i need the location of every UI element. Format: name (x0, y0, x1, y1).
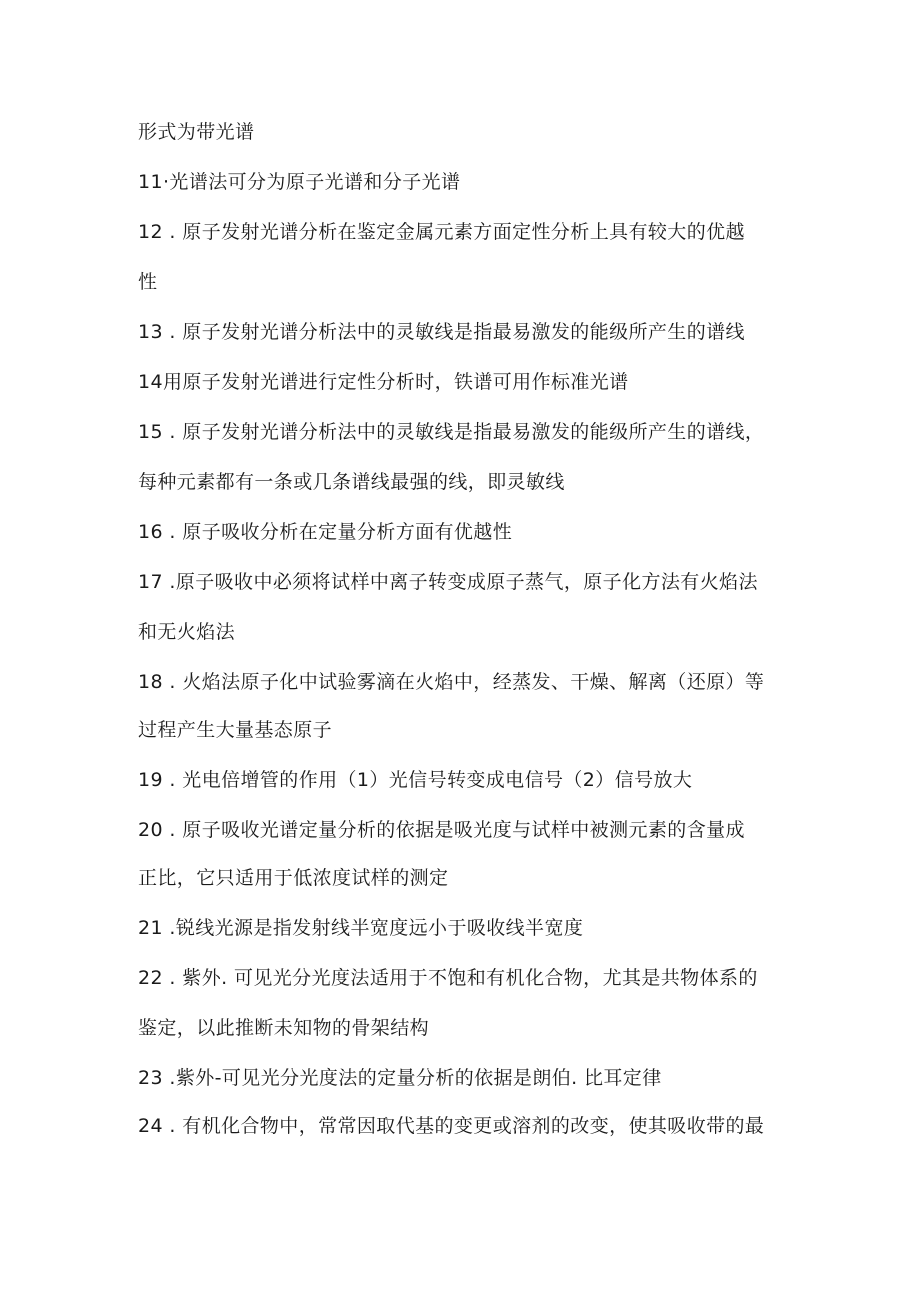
text-line: 16 . 原子吸收分析在定量分析方面有优越性 (138, 521, 513, 543)
text-line: 20 . 原子吸收光谱定量分析的依据是吸光度与试样中被测元素的含量成 (138, 819, 745, 841)
text-line: 过程产生大量基态原子 (138, 719, 333, 741)
text-line: 23 .紫外-可见光分光度法的定量分析的依据是朗伯. 比耳定律 (138, 1067, 662, 1089)
text-line: 15 . 原子发射光谱分析法中的灵敏线是指最易激发的能级所产生的谱线， (138, 421, 765, 443)
text-line: 24 . 有机化合物中，常常因取代基的变更或溶剂的改变，使其吸收带的最 (138, 1115, 765, 1137)
text-line: 17 .原子吸收中必须将试样中离子转变成原子蒸气，原子化方法有火焰法 (138, 571, 758, 593)
text-line: 鉴定，以此推断未知物的骨架结构 (138, 1017, 430, 1039)
text-line: 形式为带光谱 (138, 121, 255, 143)
text-line: 14用原子发射光谱进行定性分析时，铁谱可用作标准光谱 (138, 371, 629, 393)
text-line: 18 . 火焰法原子化中试验雾滴在火焰中，经蒸发、干燥、解离（还原）等 (138, 671, 765, 693)
text-line: 和无火焰法 (138, 621, 236, 643)
text-line: 11·光谱法可分为原子光谱和分子光谱 (138, 171, 461, 193)
text-line: 13 . 原子发射光谱分析法中的灵敏线是指最易激发的能级所产生的谱线 (138, 321, 745, 343)
text-line: 22 . 紫外. 可见光分光度法适用于不饱和有机化合物，尤其是共物体系的 (138, 967, 758, 989)
text-line: 正比，它只适用于低浓度试样的测定 (138, 867, 449, 889)
text-line: 19 . 光电倍增管的作用（1）光信号转变成电信号（2）信号放大 (138, 769, 693, 791)
text-line: 性 (138, 271, 158, 293)
text-line: 每种元素都有一条或几条谱线最强的线，即灵敏线 (138, 471, 565, 493)
text-line: 12 . 原子发射光谱分析在鉴定金属元素方面定性分析上具有较大的优越 (138, 221, 745, 243)
text-line: 21 .锐线光源是指发射线半宽度远小于吸收线半宽度 (138, 917, 584, 939)
